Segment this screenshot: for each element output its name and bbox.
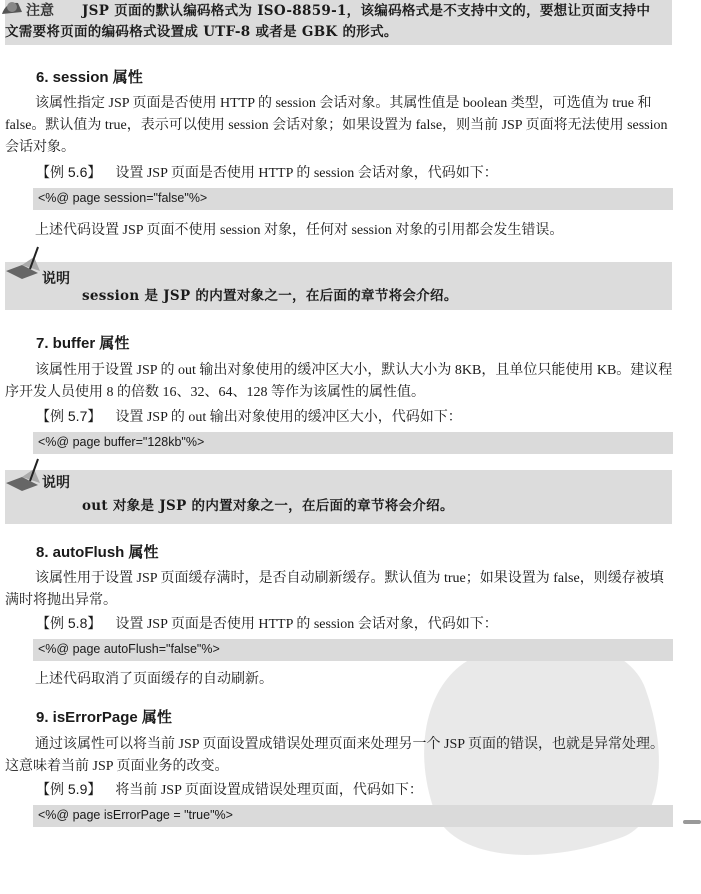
explain-text-buffer: out 对象是 JSP 的内置对象之一，在后面的章节将会介绍。 — [82, 498, 454, 514]
example-label: 【例 5.6】 — [36, 164, 102, 180]
example-label: 【例 5.8】 — [36, 615, 102, 631]
example-text: 设置 JSP 页面是否使用 HTTP 的 session 会话对象，代码如下： — [115, 166, 498, 181]
after-code-autoflush: 上述代码取消了页面缓存的自动刷新。 — [35, 672, 273, 687]
example-text: 将当前 JSP 页面设置成错误处理页面，代码如下： — [115, 783, 423, 798]
explain-pen-book-icon — [4, 243, 44, 283]
section-paragraph-autoflush: 该属性用于设置 JSP 页面缓存满时，是否自动刷新缓存。默认值为 true；如果设置为 false，则缓存被填满时将抛出异常。 — [5, 571, 664, 608]
example-text: 设置 JSP 页面是否使用 HTTP 的 session 会话对象，代码如下： — [115, 617, 498, 632]
example-text: 设置 JSP 的 out 输出对象使用的缓冲区大小，代码如下： — [115, 410, 462, 425]
explain-label: 说明 — [42, 475, 70, 491]
attention-label: 注意 — [26, 3, 54, 19]
after-code-session: 上述代码设置 JSP 页面不使用 session 对象，任何对 session 对象的引用都会发生错误。 — [35, 223, 564, 238]
section-paragraph-session: 该属性指定 JSP 页面是否使用 HTTP 的 session 会话对象。其属性值是 boolean 类型，可选值为 true 和 false。默认值为 true，表示可以使用 session 会话对象；如果设置为 false，则当前 JSP 页面将无法使用 session 会话对象。 — [5, 96, 668, 155]
section-heading-session: 6. session 属性 — [36, 69, 143, 86]
explain-pen-book-icon — [4, 455, 44, 495]
code-text: <%@ page isErrorPage = "true"%> — [38, 808, 233, 822]
section-heading-iserrorpage: 9. isErrorPage 属性 — [36, 709, 172, 726]
section-paragraph-buffer: 该属性用于设置 JSP 的 out 输出对象使用的缓冲区大小，默认大小为 8KB，且单位只能使用 KB。建议程序开发人员使用 8 的倍数 16、32、64、128 等作为该属性的属性值。 — [5, 363, 673, 400]
section-heading-buffer: 7. buffer 属性 — [36, 335, 130, 352]
page-corner-mark — [683, 820, 701, 824]
code-block-buffer — [33, 432, 673, 454]
section-heading-autoflush: 8. autoFlush 属性 — [36, 544, 159, 561]
example-label: 【例 5.7】 — [36, 408, 102, 424]
example-5-7 — [36, 406, 462, 426]
attention-line-2: 文需要将页面的编码格式设置成 UTF-8 或者是 GBK 的形式。 — [5, 24, 398, 40]
example-5-6 — [36, 162, 498, 182]
example-5-8 — [36, 613, 498, 633]
example-5-9 — [36, 779, 423, 799]
code-text: <%@ page autoFlush="false"%> — [38, 642, 220, 656]
explain-label: 说明 — [42, 271, 70, 287]
attention-line-1: JSP 页面的默认编码格式为 ISO-8859-1，该编码格式是不支持中文的，要想让页面支持中 — [82, 3, 651, 19]
code-block-session — [33, 188, 673, 210]
explain-text-session: session 是 JSP 的内置对象之一，在后面的章节将会介绍。 — [82, 288, 458, 304]
section-paragraph-iserrorpage: 通过该属性可以将当前 JSP 页面设置成错误处理页面来处理另一个 JSP 页面的错误，也就是异常处理。这意味着当前 JSP 页面业务的改变。 — [5, 737, 664, 774]
code-text: <%@ page session="false"%> — [38, 191, 208, 205]
example-label: 【例 5.9】 — [36, 781, 102, 797]
code-text: <%@ page buffer="128kb"%> — [38, 435, 205, 449]
code-block-iserrorpage — [33, 805, 673, 827]
code-block-autoflush — [33, 639, 673, 661]
